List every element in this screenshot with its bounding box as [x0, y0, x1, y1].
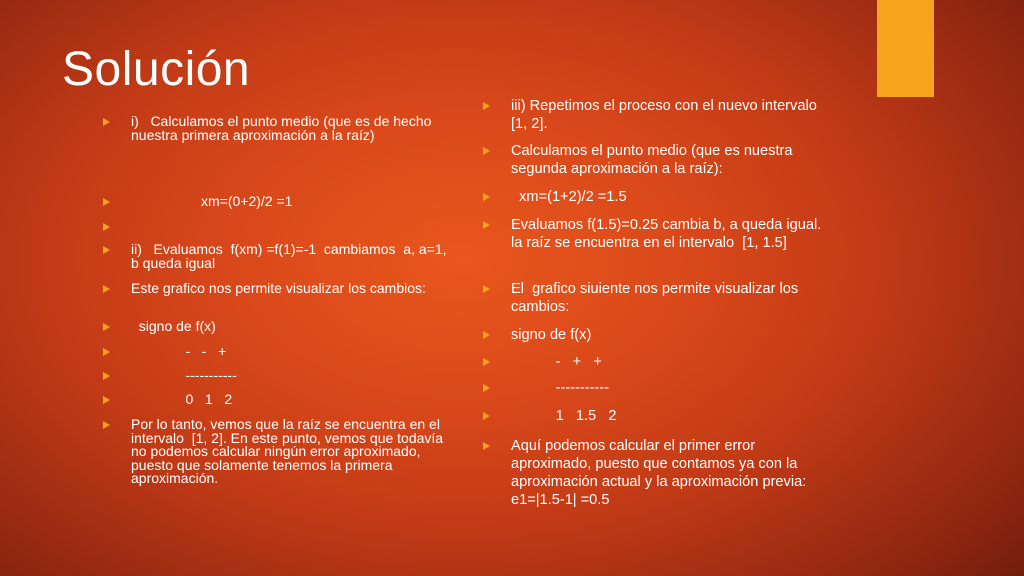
triangle-right-icon [483, 221, 490, 229]
triangle-right-icon [103, 118, 110, 126]
list-item [103, 115, 455, 142]
bullet-text: Aquí podemos calcular el primer error aproximado, puesto que contamos ya con la aproximación actual y la aproximación previa: e1=|1.5-1| =0.5 [511, 438, 819, 508]
bullet-text: Calculamos el punto medio (que es nuestra segunda aproximación a la raíz): [511, 143, 797, 177]
triangle-right-icon [103, 223, 110, 231]
triangle-right-icon [483, 285, 490, 293]
bullet-text: El grafico siuiente nos permite visualizar los cambios: [511, 281, 803, 315]
list-item [103, 345, 455, 359]
bullet-text: - + + [511, 354, 602, 370]
list-item [483, 326, 833, 344]
list-item [103, 243, 455, 270]
triangle-right-icon [483, 147, 490, 155]
bullet-text: 1 1.5 2 [511, 408, 617, 424]
accent-tab [877, 0, 934, 97]
list-item [483, 188, 833, 206]
list-item [483, 216, 833, 252]
triangle-right-icon [103, 348, 110, 356]
bullet-text: - - + [131, 343, 227, 359]
triangle-right-icon [483, 442, 490, 450]
list-item [103, 320, 455, 334]
list-item [483, 280, 833, 316]
triangle-right-icon [483, 331, 490, 339]
triangle-right-icon [103, 396, 110, 404]
list-item [103, 282, 455, 296]
triangle-right-icon [103, 323, 110, 331]
bullet-text: xm=(0+2)/2 =1 [131, 193, 293, 209]
list-item [103, 418, 455, 486]
triangle-right-icon [483, 384, 490, 392]
list-item [103, 369, 455, 383]
list-item [483, 97, 833, 133]
bullet-text: ii) Evaluamos f(xm) =f(1)=-1 cambiamos a, a=1, b queda igual [131, 241, 451, 271]
bullet-text: i) Calculamos el punto medio (que es de hecho nuestra primera aproximación a la raíz) [131, 113, 436, 143]
list-item [483, 437, 833, 509]
bullet-text: xm=(1+2)/2 =1.5 [511, 189, 627, 205]
bullet-text: Por lo tanto, vemos que la raíz se encuentra en el intervalo [1, 2]. En este punto, vemos que todavía no podemos calcular ningún error aproximado, puesto que solamente tenemos la primera aproximación. [131, 416, 447, 486]
bullet-text: ----------- [511, 380, 610, 396]
bullet-text: iii) Repetimos el proceso con el nuevo intervalo [1, 2]. [511, 98, 825, 132]
bullet-text: signo de f(x) [131, 318, 216, 334]
triangle-right-icon [483, 358, 490, 366]
list-item [483, 379, 833, 397]
list-item [103, 393, 455, 407]
list-item [483, 353, 833, 371]
bullet-text: signo de f(x) [511, 327, 592, 343]
triangle-right-icon [103, 246, 110, 254]
list-item [483, 142, 833, 178]
list-item [483, 407, 833, 425]
bullet-text: 0 1 2 [131, 391, 233, 407]
triangle-right-icon [103, 198, 110, 206]
bullet-text: Evaluamos f(1.5)=0.25 cambia b, a queda igual. la raíz se encuentra en el intervalo [1, 1.5] [511, 217, 826, 251]
triangle-right-icon [483, 102, 490, 110]
triangle-right-icon [103, 372, 110, 380]
bullet-text: ----------- [131, 367, 237, 383]
triangle-right-icon [483, 193, 490, 201]
slide-title: Solución [62, 43, 251, 96]
bullet-text: Este grafico nos permite visualizar los cambios: [131, 280, 426, 296]
triangle-right-icon [483, 412, 490, 420]
triangle-right-icon [103, 421, 110, 429]
list-item [103, 195, 455, 209]
triangle-right-icon [103, 285, 110, 293]
